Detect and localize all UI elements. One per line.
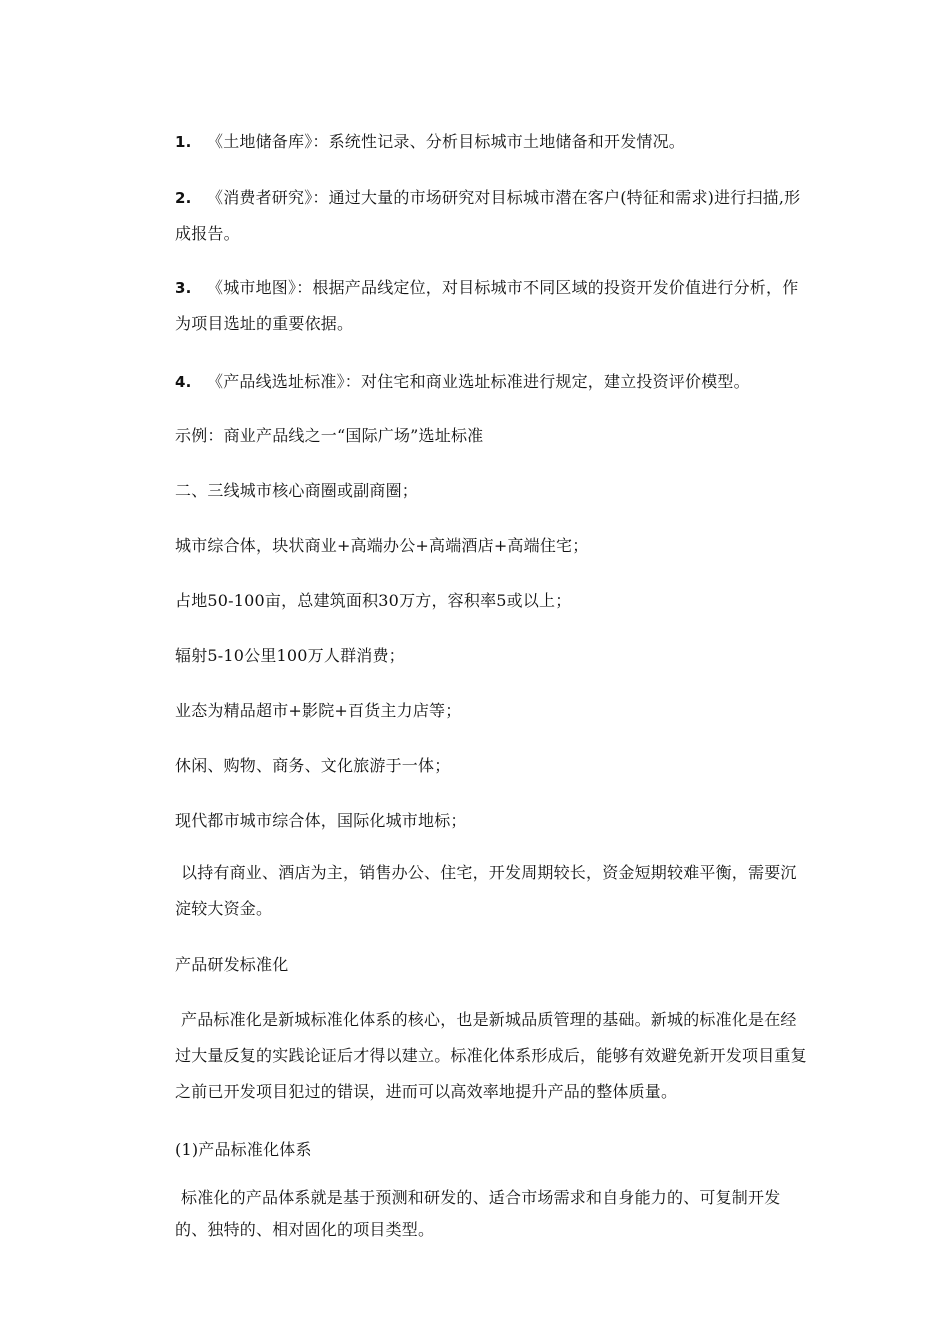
- item-text: 《城市地图》：根据产品线定位，对目标城市不同区域的投资开发价值进行分析，作为项目选址的重要依据。: [175, 278, 799, 333]
- subsection-title: (1)产品标准化体系: [175, 1140, 312, 1159]
- criteria-line-2: 城市综合体，块状商业+高端办公+高端酒店+高端住宅；: [175, 536, 589, 555]
- numbered-item-2: [175, 180, 808, 252]
- section-paragraph-text: 产品标准化是新城标准化体系的核心，也是新城品质管理的基础。新城的标准化是在经过大量反复的实践论证后才得以建立。标准化体系形成后，能够有效避免新开发项目重复之前已开发项目犯过的错误，进而可以高效率地提升产品的整体质量。: [175, 1010, 807, 1101]
- item-number: 1.: [175, 133, 192, 151]
- item-number: 4.: [175, 373, 192, 391]
- criteria-line-3: 占地50-100亩，总建筑面积30万方，容积率5或以上；: [175, 591, 572, 610]
- funding-paragraph-text: 以持有商业、酒店为主，销售办公、住宅，开发周期较长，资金短期较难平衡，需要沉淀较大资金。: [175, 863, 797, 918]
- numbered-item-1: [175, 124, 808, 160]
- subsection-paragraph: [175, 1182, 808, 1246]
- criteria-line-4: 辐射5-10公里100万人群消费；: [175, 646, 405, 665]
- section-title: 产品研发标准化: [175, 955, 289, 974]
- item-number: 2.: [175, 189, 192, 207]
- criteria-line-5: 业态为精品超市+影院+百货主力店等；: [175, 701, 462, 720]
- criteria-line-1: 二、三线城市核心商圈或副商圈；: [175, 481, 419, 500]
- item-number: 3.: [175, 279, 192, 297]
- criteria-line-7: 现代都市城市综合体，国际化城市地标；: [175, 811, 467, 830]
- item-text: 《消费者研究》：通过大量的市场研究对目标城市潜在客户(特征和需求)进行扫描,形成报告。: [175, 188, 801, 243]
- subsection-paragraph-text: 标准化的产品体系就是基于预测和研发的、适合市场需求和自身能力的、可复制开发的、独特的、相对固化的项目类型。: [175, 1188, 781, 1239]
- section-paragraph: [175, 1002, 808, 1110]
- numbered-item-3: [175, 270, 808, 342]
- criteria-line-6: 休闲、购物、商务、文化旅游于一体；: [175, 756, 451, 775]
- example-title: 示例：商业产品线之一“国际广场”选址标准: [175, 426, 484, 445]
- numbered-item-4: [175, 364, 808, 400]
- funding-paragraph: [175, 855, 808, 927]
- item-text: 《产品线选址标准》：对住宅和商业选址标准进行规定，建立投资评价模型。: [207, 372, 750, 391]
- item-text: 《土地储备库》：系统性记录、分析目标城市土地储备和开发情况。: [207, 132, 686, 151]
